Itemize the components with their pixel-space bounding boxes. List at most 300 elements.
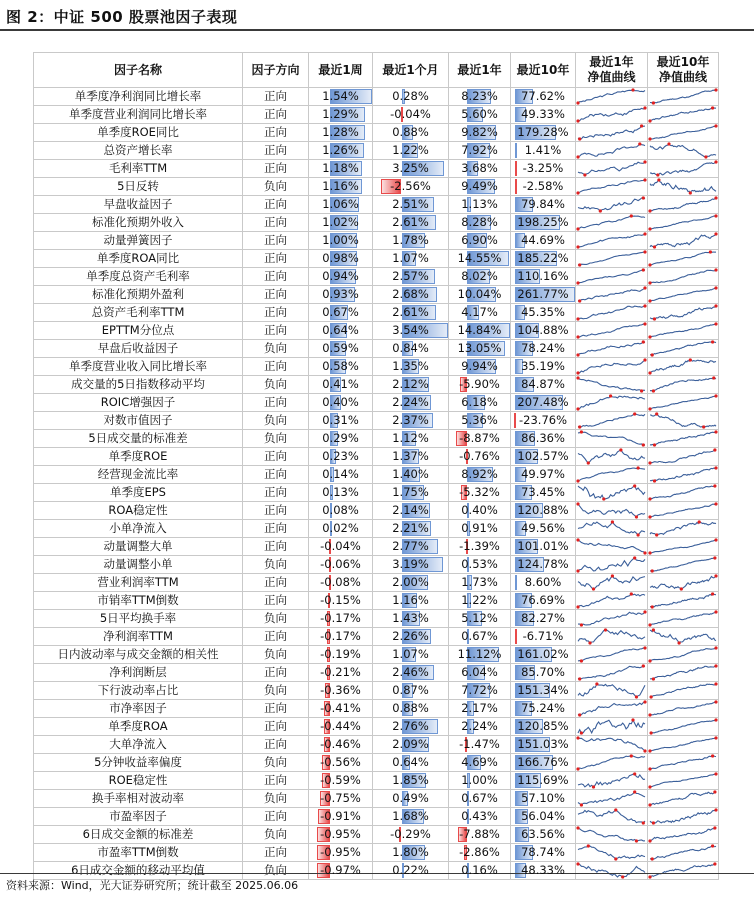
curve-min-marker [648, 407, 651, 410]
curve-cell-1y [576, 592, 648, 610]
net-value-curve-1y [576, 664, 647, 681]
return-value-1y: 0.67% [461, 791, 498, 805]
curve-max-marker [714, 808, 717, 811]
curve-cell-10y [648, 322, 719, 340]
curve-max-marker [713, 556, 716, 559]
factor-direction: 正向 [243, 466, 309, 484]
return-cell-1m [373, 736, 449, 754]
curve-max-marker [712, 376, 715, 379]
header-10y-curve: 最近10年 净值曲线 [648, 53, 719, 88]
curve-max-marker [604, 628, 607, 631]
curve-max-marker [630, 214, 633, 217]
curve-max-marker [714, 322, 717, 325]
net-value-curve-10y [648, 394, 718, 411]
factor-name: 对数市值因子 [34, 412, 243, 430]
factor-name: 总资产毛利率TTM [34, 304, 243, 322]
return-cell-1w [309, 286, 373, 304]
return-cell-1y [449, 322, 511, 340]
return-value-1y: 6.18% [461, 395, 498, 409]
curve-min-marker [635, 695, 638, 698]
return-value-1y: 5.60% [461, 107, 498, 121]
return-cell-1w [309, 232, 373, 250]
return-value-1y: 9.94% [461, 359, 498, 373]
return-value-10y: 166.76% [517, 755, 569, 769]
table-row [34, 628, 719, 646]
curve-max-marker [611, 574, 614, 577]
return-cell-1y [449, 466, 511, 484]
curve-max-marker [640, 124, 643, 127]
return-value-1y: 5.36% [461, 413, 498, 427]
factor-name: 动量调整小单 [34, 556, 243, 574]
curve-max-marker [713, 448, 716, 451]
return-value-1m: 2.46% [392, 665, 429, 679]
return-value-1w: 1.54% [322, 89, 359, 103]
net-value-curve-1y [576, 232, 647, 249]
curve-cell-1y [576, 412, 648, 430]
curve-cell-1y [576, 268, 648, 286]
return-bar-10y [515, 575, 517, 590]
curve-max-marker [643, 304, 646, 307]
return-value-1m: 0.84% [392, 341, 429, 355]
return-value-10y: 78.24% [521, 341, 565, 355]
net-value-curve-10y [648, 376, 718, 393]
curve-max-marker [643, 250, 646, 253]
return-value-1y: 4.69% [461, 755, 498, 769]
net-value-curve-1y [576, 610, 647, 627]
return-cell-10y [511, 376, 576, 394]
return-cell-1m [373, 574, 449, 592]
curve-min-marker [652, 389, 655, 392]
return-value-1w: -0.46% [320, 737, 361, 751]
curve-cell-10y [648, 232, 719, 250]
return-cell-10y [511, 358, 576, 376]
return-value-1m: 1.07% [392, 647, 429, 661]
curve-min-marker [576, 767, 579, 770]
table-row [34, 538, 719, 556]
net-value-curve-1y [576, 520, 647, 537]
table-row [34, 448, 719, 466]
curve-line [650, 108, 716, 121]
table-row [34, 430, 719, 448]
return-cell-10y [511, 430, 576, 448]
return-cell-1m [373, 124, 449, 142]
net-value-curve-10y [648, 502, 718, 519]
curve-min-marker [643, 749, 646, 752]
factor-direction: 正向 [243, 214, 309, 232]
return-cell-10y [511, 88, 576, 106]
return-value-1w: 0.14% [322, 467, 359, 481]
curve-min-marker [640, 389, 643, 392]
return-value-1w: 1.06% [322, 197, 359, 211]
curve-cell-1y [576, 682, 648, 700]
return-cell-10y [511, 682, 576, 700]
table-row [34, 124, 719, 142]
curve-line [578, 720, 645, 733]
curve-min-marker [583, 173, 586, 176]
curve-line [650, 594, 716, 607]
curve-max-marker [576, 826, 579, 829]
curve-max-marker [643, 358, 646, 361]
factor-direction: 正向 [243, 538, 309, 556]
return-value-10y: 8.60% [524, 575, 562, 589]
curve-line [578, 810, 645, 823]
return-cell-1w [309, 376, 373, 394]
factor-direction: 正向 [243, 808, 309, 826]
return-cell-1m [373, 826, 449, 844]
curve-cell-1y [576, 790, 648, 808]
return-value-1w: 1.02% [322, 215, 359, 229]
curve-max-marker [714, 88, 717, 91]
return-cell-1y [449, 502, 511, 520]
factor-direction: 正向 [243, 718, 309, 736]
return-cell-1y [449, 178, 511, 196]
return-cell-1y [449, 592, 511, 610]
table-row [34, 232, 719, 250]
curve-cell-10y [648, 448, 719, 466]
return-cell-1m [373, 250, 449, 268]
curve-cell-10y [648, 520, 719, 538]
return-cell-1y [449, 304, 511, 322]
return-cell-1m [373, 682, 449, 700]
factor-direction: 正向 [243, 286, 309, 304]
curve-cell-10y [648, 466, 719, 484]
net-value-curve-1y [576, 214, 647, 231]
curve-line [650, 360, 716, 373]
curve-line [578, 144, 645, 157]
return-value-1m: 1.68% [392, 809, 429, 823]
curve-cell-1y [576, 448, 648, 466]
curve-min-marker [651, 353, 654, 356]
curve-min-marker [648, 839, 651, 842]
curve-cell-1y [576, 664, 648, 682]
curve-line [650, 792, 716, 805]
return-cell-1y [449, 340, 511, 358]
curve-min-marker [578, 677, 581, 680]
return-value-1y: 11.12% [457, 647, 502, 661]
table-row [34, 322, 719, 340]
table-row [34, 520, 719, 538]
net-value-curve-10y [648, 646, 718, 663]
return-cell-1w [309, 394, 373, 412]
return-value-1w: 0.67% [322, 305, 359, 319]
factor-name: 下行波动率占比 [34, 682, 243, 700]
return-cell-10y [511, 826, 576, 844]
return-value-1w: -0.44% [320, 719, 361, 733]
return-value-1y: -5.32% [459, 485, 500, 499]
return-cell-10y [511, 574, 576, 592]
curve-line [650, 468, 716, 481]
return-cell-10y [511, 664, 576, 682]
return-value-10y: 85.70% [521, 665, 565, 679]
curve-cell-10y [648, 340, 719, 358]
net-value-curve-10y [648, 844, 718, 861]
curve-max-marker [711, 106, 714, 109]
return-value-1y: 0.43% [461, 809, 498, 823]
curve-max-marker [714, 700, 717, 703]
return-value-1y: 0.16% [461, 863, 498, 877]
return-value-10y: 104.88% [517, 323, 569, 337]
curve-cell-1y [576, 466, 648, 484]
net-value-curve-10y [648, 664, 718, 681]
return-value-1w: -0.17% [320, 629, 361, 643]
curve-max-marker [698, 520, 701, 523]
return-cell-1w [309, 592, 373, 610]
return-cell-1y [449, 394, 511, 412]
curve-min-marker [576, 191, 579, 194]
return-cell-1w [309, 214, 373, 232]
curve-min-marker [648, 785, 651, 788]
curve-cell-10y [648, 88, 719, 106]
return-value-10y: 75.24% [521, 701, 565, 715]
return-cell-1y [449, 484, 511, 502]
factor-name: 市盈率因子 [34, 808, 243, 826]
net-value-curve-10y [648, 520, 718, 537]
return-cell-10y [511, 394, 576, 412]
curve-cell-10y [648, 754, 719, 772]
curve-cell-10y [648, 844, 719, 862]
return-value-1w: 1.16% [322, 179, 359, 193]
curve-cell-1y [576, 700, 648, 718]
factor-name: 5分钟收益率偏度 [34, 754, 243, 772]
curve-line [650, 216, 716, 229]
curve-line [650, 378, 716, 391]
return-value-1y: -1.47% [459, 737, 500, 751]
net-value-curve-1y [576, 592, 647, 609]
return-value-1y: 0.67% [461, 629, 498, 643]
curve-line [578, 576, 645, 589]
return-cell-1y [449, 430, 511, 448]
curve-max-marker [576, 502, 579, 505]
curve-line [578, 270, 645, 283]
return-cell-10y [511, 520, 576, 538]
curve-min-marker [704, 155, 707, 158]
curve-cell-1y [576, 376, 648, 394]
net-value-curve-1y [576, 538, 647, 555]
curve-line [578, 828, 645, 841]
curve-line [578, 486, 645, 499]
factor-name: 单季度ROE [34, 448, 243, 466]
table-row [34, 664, 719, 682]
return-cell-1w [309, 88, 373, 106]
curve-cell-1y [576, 808, 648, 826]
curve-cell-1y [576, 160, 648, 178]
return-value-1w: 1.00% [322, 233, 359, 247]
net-value-curve-1y [576, 808, 647, 825]
curve-min-marker [580, 623, 583, 626]
curve-max-marker [714, 466, 717, 469]
curve-cell-1y [576, 178, 648, 196]
return-cell-10y [511, 214, 576, 232]
curve-max-marker [713, 484, 716, 487]
net-value-curve-1y [576, 628, 647, 645]
return-cell-1w [309, 196, 373, 214]
return-cell-1m [373, 754, 449, 772]
header-factor-name: 因子名称 [34, 53, 243, 88]
factor-direction: 正向 [243, 448, 309, 466]
factor-name: 市盈率TTM倒数 [34, 844, 243, 862]
return-value-1w: 0.59% [322, 341, 359, 355]
curve-line [578, 558, 645, 571]
curve-cell-1y [576, 484, 648, 502]
return-cell-1w [309, 484, 373, 502]
curve-max-marker [711, 592, 714, 595]
return-value-1m: 3.54% [392, 323, 429, 337]
curve-line [650, 864, 716, 877]
return-value-1m: 1.75% [392, 485, 429, 499]
factor-direction: 负向 [243, 610, 309, 628]
return-value-1y: 7.92% [461, 143, 498, 157]
net-value-curve-1y [576, 412, 647, 429]
factor-name: 6日成交金额的标准差 [34, 826, 243, 844]
return-cell-1y [449, 106, 511, 124]
factor-direction: 正向 [243, 394, 309, 412]
curve-cell-10y [648, 826, 719, 844]
curve-min-marker [653, 479, 656, 482]
return-value-1y: -7.88% [459, 827, 500, 841]
return-value-10y: 179.28% [517, 125, 569, 139]
factor-name: 动量调整大单 [34, 538, 243, 556]
net-value-curve-10y [648, 808, 718, 825]
factor-table [33, 52, 719, 880]
return-cell-1m [373, 358, 449, 376]
factor-direction: 正向 [243, 700, 309, 718]
curve-max-marker [576, 736, 579, 739]
curve-max-marker [630, 754, 633, 757]
table-row [34, 610, 719, 628]
return-value-10y: 45.35% [521, 305, 565, 319]
net-value-curve-10y [648, 862, 718, 879]
table-row [34, 772, 719, 790]
curve-max-marker [714, 538, 717, 541]
return-cell-1m [373, 772, 449, 790]
curve-min-marker [650, 731, 653, 734]
return-cell-1m [373, 178, 449, 196]
curve-cell-1y [576, 844, 648, 862]
return-cell-1w [309, 790, 373, 808]
factor-name: 单季度EPS [34, 484, 243, 502]
curve-cell-10y [648, 682, 719, 700]
return-cell-1w [309, 322, 373, 340]
return-cell-1m [373, 394, 449, 412]
curve-line [578, 846, 645, 859]
return-cell-1y [449, 538, 511, 556]
curve-line [650, 234, 716, 247]
factor-direction: 负向 [243, 412, 309, 430]
curve-min-marker [648, 803, 651, 806]
curve-min-marker [576, 479, 579, 482]
curve-min-marker [678, 641, 681, 644]
return-value-1m: 3.25% [392, 161, 429, 175]
curve-line [578, 234, 645, 247]
return-value-1y: 7.72% [461, 683, 498, 697]
net-value-curve-10y [648, 538, 718, 555]
return-value-1m: 2.76% [392, 719, 429, 733]
curve-line [578, 360, 645, 373]
curve-max-marker [642, 196, 645, 199]
factor-name: 换手率相对波动率 [34, 790, 243, 808]
return-value-1m: 0.49% [392, 791, 429, 805]
return-cell-1m [373, 412, 449, 430]
return-value-10y: 161.02% [517, 647, 569, 661]
return-cell-1w [309, 862, 373, 880]
curve-max-marker [631, 88, 634, 91]
curve-line [578, 630, 645, 643]
curve-max-marker [643, 160, 646, 163]
return-value-1w: -0.59% [320, 773, 361, 787]
return-value-1m: 0.88% [392, 125, 429, 139]
return-cell-10y [511, 448, 576, 466]
return-cell-1m [373, 214, 449, 232]
curve-line [578, 378, 645, 391]
return-value-1y: 8.28% [461, 215, 498, 229]
return-cell-1w [309, 340, 373, 358]
table-row [34, 808, 719, 826]
curve-cell-1y [576, 520, 648, 538]
curve-min-marker [651, 857, 654, 860]
curve-min-marker [637, 533, 640, 536]
curve-max-marker [642, 340, 645, 343]
return-value-1w: -0.19% [320, 647, 361, 661]
factor-name: 早盘收益因子 [34, 196, 243, 214]
curve-line [650, 648, 716, 661]
curve-max-marker [633, 772, 636, 775]
curve-line [650, 450, 716, 463]
curve-line [578, 414, 645, 427]
return-cell-1m [373, 628, 449, 646]
curve-line [650, 828, 716, 841]
return-value-1m: 1.37% [392, 449, 429, 463]
curve-cell-10y [648, 646, 719, 664]
curve-min-marker [648, 209, 651, 212]
net-value-curve-10y [648, 466, 718, 483]
header-1y: 最近1年 [449, 53, 511, 88]
return-value-1w: -0.95% [320, 827, 361, 841]
net-value-curve-10y [648, 826, 718, 843]
curve-cell-10y [648, 574, 719, 592]
table-row [34, 196, 719, 214]
return-cell-1w [309, 178, 373, 196]
return-value-1m: 1.43% [392, 611, 429, 625]
curve-cell-10y [648, 700, 719, 718]
curve-cell-10y [648, 286, 719, 304]
return-cell-1y [449, 160, 511, 178]
return-cell-1m [373, 466, 449, 484]
curve-line [650, 540, 716, 553]
return-value-10y: 124.78% [517, 557, 569, 571]
curve-min-marker [648, 281, 651, 284]
net-value-curve-1y [576, 574, 647, 591]
factor-direction: 正向 [243, 358, 309, 376]
return-cell-1y [449, 142, 511, 160]
table-row [34, 142, 719, 160]
return-value-1m: 0.88% [392, 701, 429, 715]
return-value-1w: 1.18% [322, 161, 359, 175]
curve-cell-10y [648, 484, 719, 502]
curve-max-marker [714, 124, 717, 127]
net-value-curve-10y [648, 322, 718, 339]
curve-min-marker [576, 407, 579, 410]
net-value-curve-1y [576, 106, 647, 123]
net-value-curve-1y [576, 844, 647, 861]
curve-min-marker [602, 497, 605, 500]
curve-min-marker [642, 443, 645, 446]
curve-max-marker [643, 106, 646, 109]
return-value-1w: -0.17% [320, 611, 361, 625]
curve-line [650, 126, 716, 139]
curve-cell-1y [576, 358, 648, 376]
curve-max-marker [643, 322, 646, 325]
curve-line [650, 774, 716, 787]
